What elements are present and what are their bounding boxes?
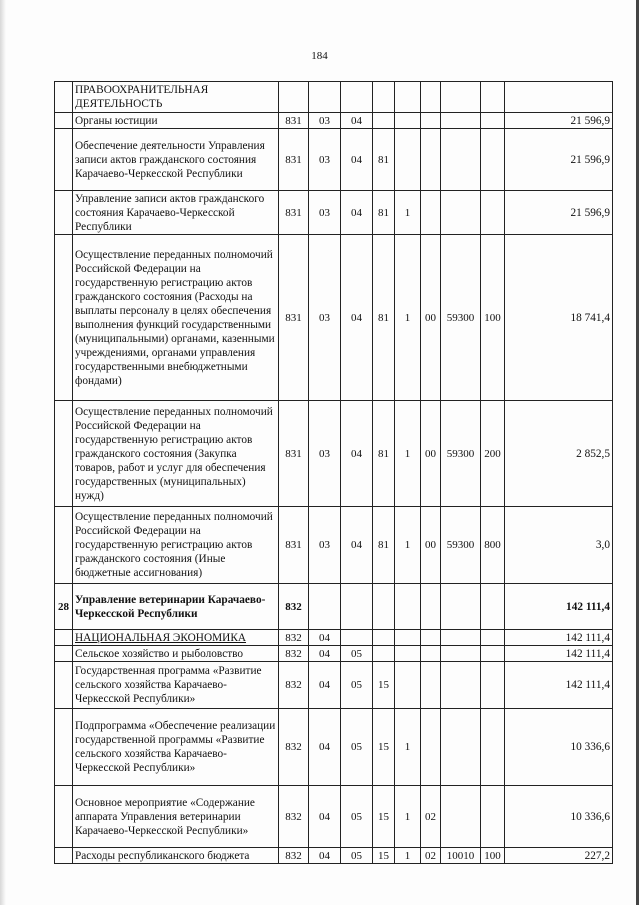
row-name: ПРАВООХРАНИТЕЛЬНАЯ ДЕЯТЕЛЬНОСТЬ [73,82,279,113]
code-subsection: 04 [341,401,373,507]
code-expense-type [481,584,505,630]
code-section: 04 [309,662,341,709]
code-program: 15 [373,848,395,864]
row-amount: 21 596,9 [505,113,613,129]
code-event: 00 [421,401,441,507]
code-event [421,646,441,662]
code-subprogram [395,113,421,129]
row-name: Осуществление переданных полномочий Российской Федерации на государственную регистрацию актов гражданского состояния (Закупка товаров, работ и услуг для обеспечения государственных (муниципальных) нужд) [73,401,279,507]
code-direction: 59300 [441,401,481,507]
code-direction: 10010 [441,848,481,864]
code-ministry: 831 [279,129,309,191]
row-amount: 21 596,9 [505,191,613,235]
code-ministry: 832 [279,709,309,786]
code-subprogram: 1 [395,235,421,401]
code-direction: 59300 [441,507,481,584]
code-program: 81 [373,191,395,235]
row-name: Органы юстиции [73,113,279,129]
code-subsection: 04 [341,191,373,235]
row-amount: 3,0 [505,507,613,584]
code-subprogram: 1 [395,786,421,848]
row-amount: 142 111,4 [505,662,613,709]
code-subprogram [395,82,421,113]
code-section: 03 [309,113,341,129]
row-name: Сельское хозяйство и рыболовство [73,646,279,662]
table-row [55,82,613,113]
page-number: 184 [311,50,328,62]
code-section: 03 [309,507,341,584]
code-ministry: 831 [279,235,309,401]
row-name: Управление ветеринарии Карачаево-Черкесской Республики [73,584,279,630]
row-amount: 142 111,4 [505,630,613,646]
code-subsection: 04 [341,235,373,401]
code-expense-type [481,646,505,662]
row-number [55,630,73,646]
code-expense-type [481,709,505,786]
code-program: 15 [373,709,395,786]
code-subsection: 04 [341,113,373,129]
code-expense-type [481,662,505,709]
scan-edge-left [0,0,6,905]
code-expense-type [481,630,505,646]
code-program: 81 [373,401,395,507]
code-section: 04 [309,786,341,848]
code-event [421,113,441,129]
table-row [55,786,613,848]
code-event: 02 [421,786,441,848]
table-row [55,235,613,401]
row-number [55,507,73,584]
code-program [373,584,395,630]
code-expense-type [481,191,505,235]
code-ministry: 832 [279,630,309,646]
code-subprogram [395,584,421,630]
code-event [421,82,441,113]
budget-table [54,81,613,864]
code-event: 02 [421,848,441,864]
code-section: 04 [309,630,341,646]
row-amount: 18 741,4 [505,235,613,401]
table-row [55,129,613,191]
code-section [309,82,341,113]
code-subsection: 05 [341,709,373,786]
row-amount: 10 336,6 [505,709,613,786]
code-section [309,584,341,630]
code-expense-type [481,113,505,129]
row-name: Подпрограмма «Обеспечение реализации государственной программы «Развитие сельского хозяйства Карачаево-Черкесской Республики» [73,709,279,786]
code-direction [441,113,481,129]
row-number [55,191,73,235]
code-section: 04 [309,709,341,786]
row-name: Управление записи актов гражданского состояния Карачаево-Черкесской Республики [73,191,279,235]
code-program: 15 [373,786,395,848]
code-ministry: 831 [279,191,309,235]
code-program: 81 [373,507,395,584]
code-direction [441,82,481,113]
row-name: Обеспечение деятельности Управления записи актов гражданского состояния Карачаево-Черкесской Республики [73,129,279,191]
code-program [373,113,395,129]
row-name: Расходы республиканского бюджета [73,848,279,864]
row-number [55,848,73,864]
code-section: 04 [309,646,341,662]
row-number [55,786,73,848]
row-number [55,82,73,113]
table-row [55,848,613,864]
table-row-department [55,584,613,630]
code-direction [441,630,481,646]
code-subprogram: 1 [395,507,421,584]
table-row [55,191,613,235]
code-subsection: 05 [341,662,373,709]
table-row [55,646,613,662]
code-subsection: 04 [341,129,373,191]
code-event [421,709,441,786]
table-row [55,401,613,507]
row-name: Государственная программа «Развитие сельского хозяйства Карачаево-Черкесской Республики» [73,662,279,709]
table-row [55,662,613,709]
code-subsection [341,82,373,113]
row-amount: 10 336,6 [505,786,613,848]
code-program: 81 [373,129,395,191]
code-expense-type: 800 [481,507,505,584]
code-event: 00 [421,507,441,584]
code-event [421,662,441,709]
code-subsection [341,630,373,646]
code-expense-type: 100 [481,235,505,401]
row-number: 28 [55,584,73,630]
code-direction [441,646,481,662]
code-subprogram: 1 [395,191,421,235]
code-expense-type: 100 [481,848,505,864]
code-direction [441,129,481,191]
row-name: Основное мероприятие «Содержание аппарата Управления ветеринарии Карачаево-Черкесской Республики» [73,786,279,848]
code-expense-type: 200 [481,401,505,507]
table-row [55,630,613,646]
code-ministry: 832 [279,584,309,630]
row-name: Осуществление переданных полномочий Российской Федерации на государственную регистрацию актов гражданского состояния (Расходы на выплаты персоналу в целях обеспечения выполнения функций государственными (муниципальными) органами, казенными учреждениями, органами управления государственными внебюджетными фондами) [73,235,279,401]
code-direction [441,191,481,235]
table-row [55,709,613,786]
code-subprogram: 1 [395,848,421,864]
code-section: 04 [309,848,341,864]
code-subprogram: 1 [395,401,421,507]
row-number [55,401,73,507]
code-subprogram [395,646,421,662]
code-expense-type [481,82,505,113]
code-ministry: 832 [279,646,309,662]
row-name: Осуществление переданных полномочий Российской Федерации на государственную регистрацию актов гражданского состояния (Иные бюджетные ассигнования) [73,507,279,584]
row-amount [505,82,613,113]
code-subsection: 05 [341,786,373,848]
code-direction [441,709,481,786]
code-section: 03 [309,235,341,401]
row-amount: 21 596,9 [505,129,613,191]
table-row [55,507,613,584]
row-amount: 227,2 [505,848,613,864]
code-section: 03 [309,401,341,507]
row-amount: 142 111,4 [505,584,613,630]
code-event [421,630,441,646]
table-row [55,113,613,129]
code-direction [441,584,481,630]
code-subprogram: 1 [395,709,421,786]
code-event: 00 [421,235,441,401]
code-program [373,646,395,662]
row-number [55,113,73,129]
code-ministry: 832 [279,848,309,864]
row-number [55,709,73,786]
code-subprogram [395,630,421,646]
code-ministry [279,82,309,113]
code-expense-type [481,786,505,848]
code-direction [441,662,481,709]
row-number [55,646,73,662]
code-program [373,630,395,646]
code-ministry: 831 [279,401,309,507]
code-direction: 59300 [441,235,481,401]
code-expense-type [481,129,505,191]
row-number [55,235,73,401]
code-ministry: 832 [279,786,309,848]
code-event [421,191,441,235]
code-program: 81 [373,235,395,401]
code-subsection: 05 [341,848,373,864]
row-amount: 142 111,4 [505,646,613,662]
code-ministry: 832 [279,662,309,709]
code-ministry: 831 [279,113,309,129]
row-number [55,662,73,709]
code-section: 03 [309,191,341,235]
code-program: 15 [373,662,395,709]
code-program [373,82,395,113]
row-name: НАЦИОНАЛЬНАЯ ЭКОНОМИКА [73,630,279,646]
code-event [421,584,441,630]
code-event [421,129,441,191]
code-subsection: 05 [341,646,373,662]
code-subsection [341,584,373,630]
code-subsection: 04 [341,507,373,584]
code-ministry: 831 [279,507,309,584]
code-section: 03 [309,129,341,191]
row-amount: 2 852,5 [505,401,613,507]
row-number [55,129,73,191]
code-direction [441,786,481,848]
code-subprogram [395,129,421,191]
code-subprogram [395,662,421,709]
